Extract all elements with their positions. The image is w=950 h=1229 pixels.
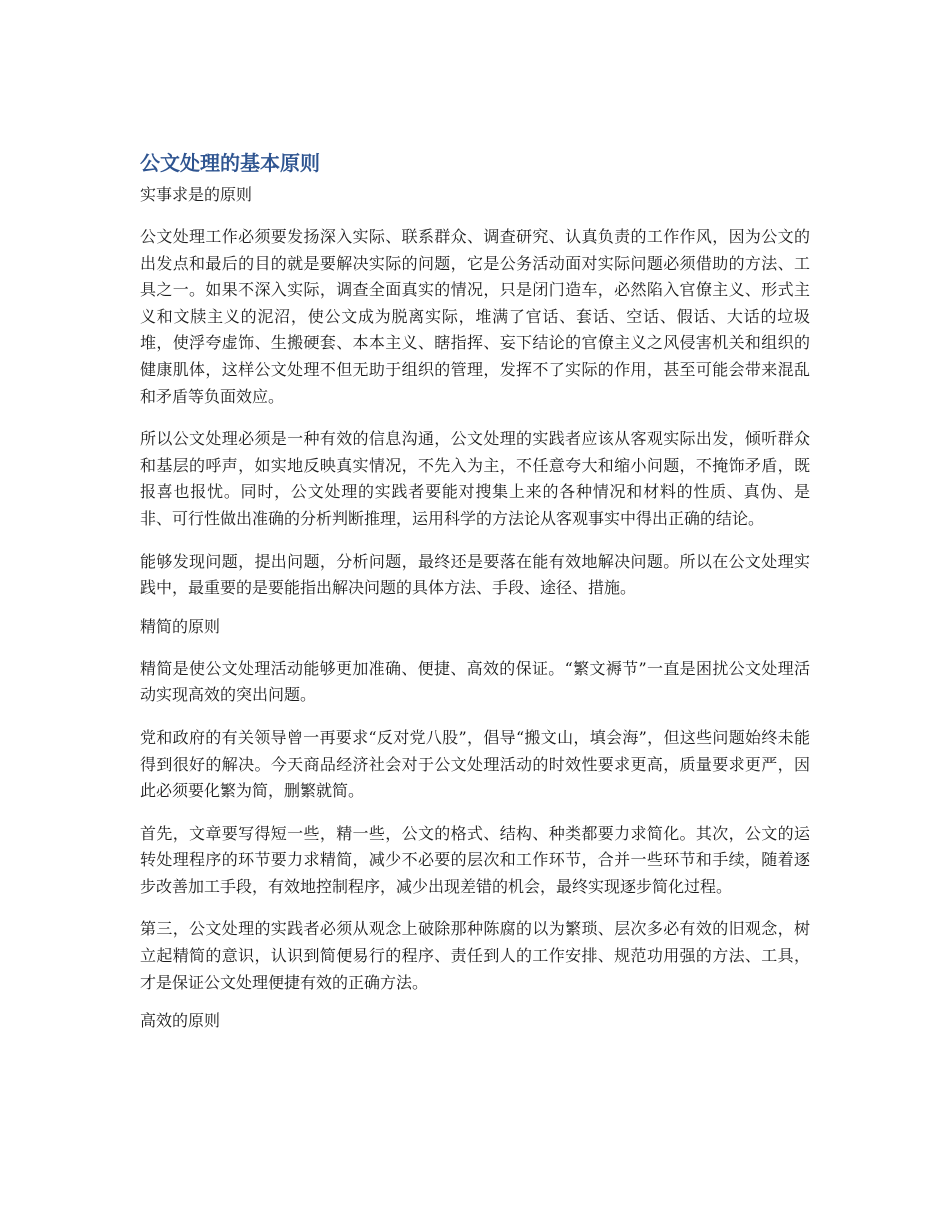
paragraph: 首先，文章要写得短一些，精一些，公文的格式、结构、种类都要力求简化。其次，公文的运转处理程序的环节要力求精简，减少不必要的层次和工作环节，合并一些环节和手续，随着逐步改善加工手段，有效地控制程序，减少出现差错的机会，最终实现逐步简化过程。 (140, 823, 810, 896)
paragraph: 精简是使公文处理活动能够更加准确、便捷、高效的保证。“繁文褥节”一直是困扰公文处理活动实现高效的突出问题。 (140, 658, 810, 705)
paragraph: 第三，公文处理的实践者必须从观念上破除那种陈腐的以为繁琐、层次多必有效的旧观念，树立起精简的意识，认识到简便易行的程序、责任到人的工作安排、规范功用强的方法、工具，才是保证公文处理便捷有效的正确方法。 (140, 919, 810, 992)
paragraph: 所以公文处理必须是一种有效的信息沟通，公文处理的实践者应该从客观实际出发，倾听群众和基层的呼声，如实地反映真实情况，不先入为主，不任意夸大和缩小问题，不掩饰矛盾，既报喜也报忧。同时，公文处理的实践者要能对搜集上来的各种情况和材料的性质、真伪、是非、可行性做出准确的分析判断推理，运用科学的方法论从客观事实中得出正确的结论。 (140, 429, 810, 528)
heading-efficiency: 高效的原则 (140, 1011, 221, 1031)
heading-simplicity: 精简的原则 (140, 616, 221, 636)
document-title: 公文处理的基本原则 (140, 151, 320, 175)
paragraph: 公文处理工作必须要发扬深入实际、联系群众、调查研究、认真负责的工作作风，因为公文的出发点和最后的目的就是要解决实际的问题，它是公务活动面对实际问题必须借助的方法、工具之一。如果不深入实际，调查全面真实的情况，只是闭门造车，必然陷入官僚主义、形式主义和文牍主义的泥沼，使公文成为脱离实际，堆满了官话、套话、空话、假话、大话的垃圾堆，使浮夸虚饰、生搬硬套、本本主义、瞎指挥、妄下结论的官僚主义之风侵害机关和组织的健康肌体，这样公文处理不但无助于组织的管理，发挥不了实际的作用，甚至可能会带来混乱和矛盾等负面效应。 (140, 227, 810, 406)
heading-truth: 实事求是的原则 (140, 185, 253, 204)
paragraph: 党和政府的有关领导曾一再要求“反对党八股”，倡导“搬文山，填会海”，但这些问题始终未能得到很好的解决。今天商品经济社会对于公文处理活动的时效性要求更高，质量要求更严，因此必须要化繁为简，删繁就简。 (140, 727, 810, 801)
document-page (140, 148, 810, 1034)
paragraph: 能够发现问题，提出问题，分析问题，最终还是要落在能有效地解决问题。所以在公文处理实践中，最重要的是要能指出解决问题的具体方法、手段、途径、措施。 (140, 551, 810, 598)
